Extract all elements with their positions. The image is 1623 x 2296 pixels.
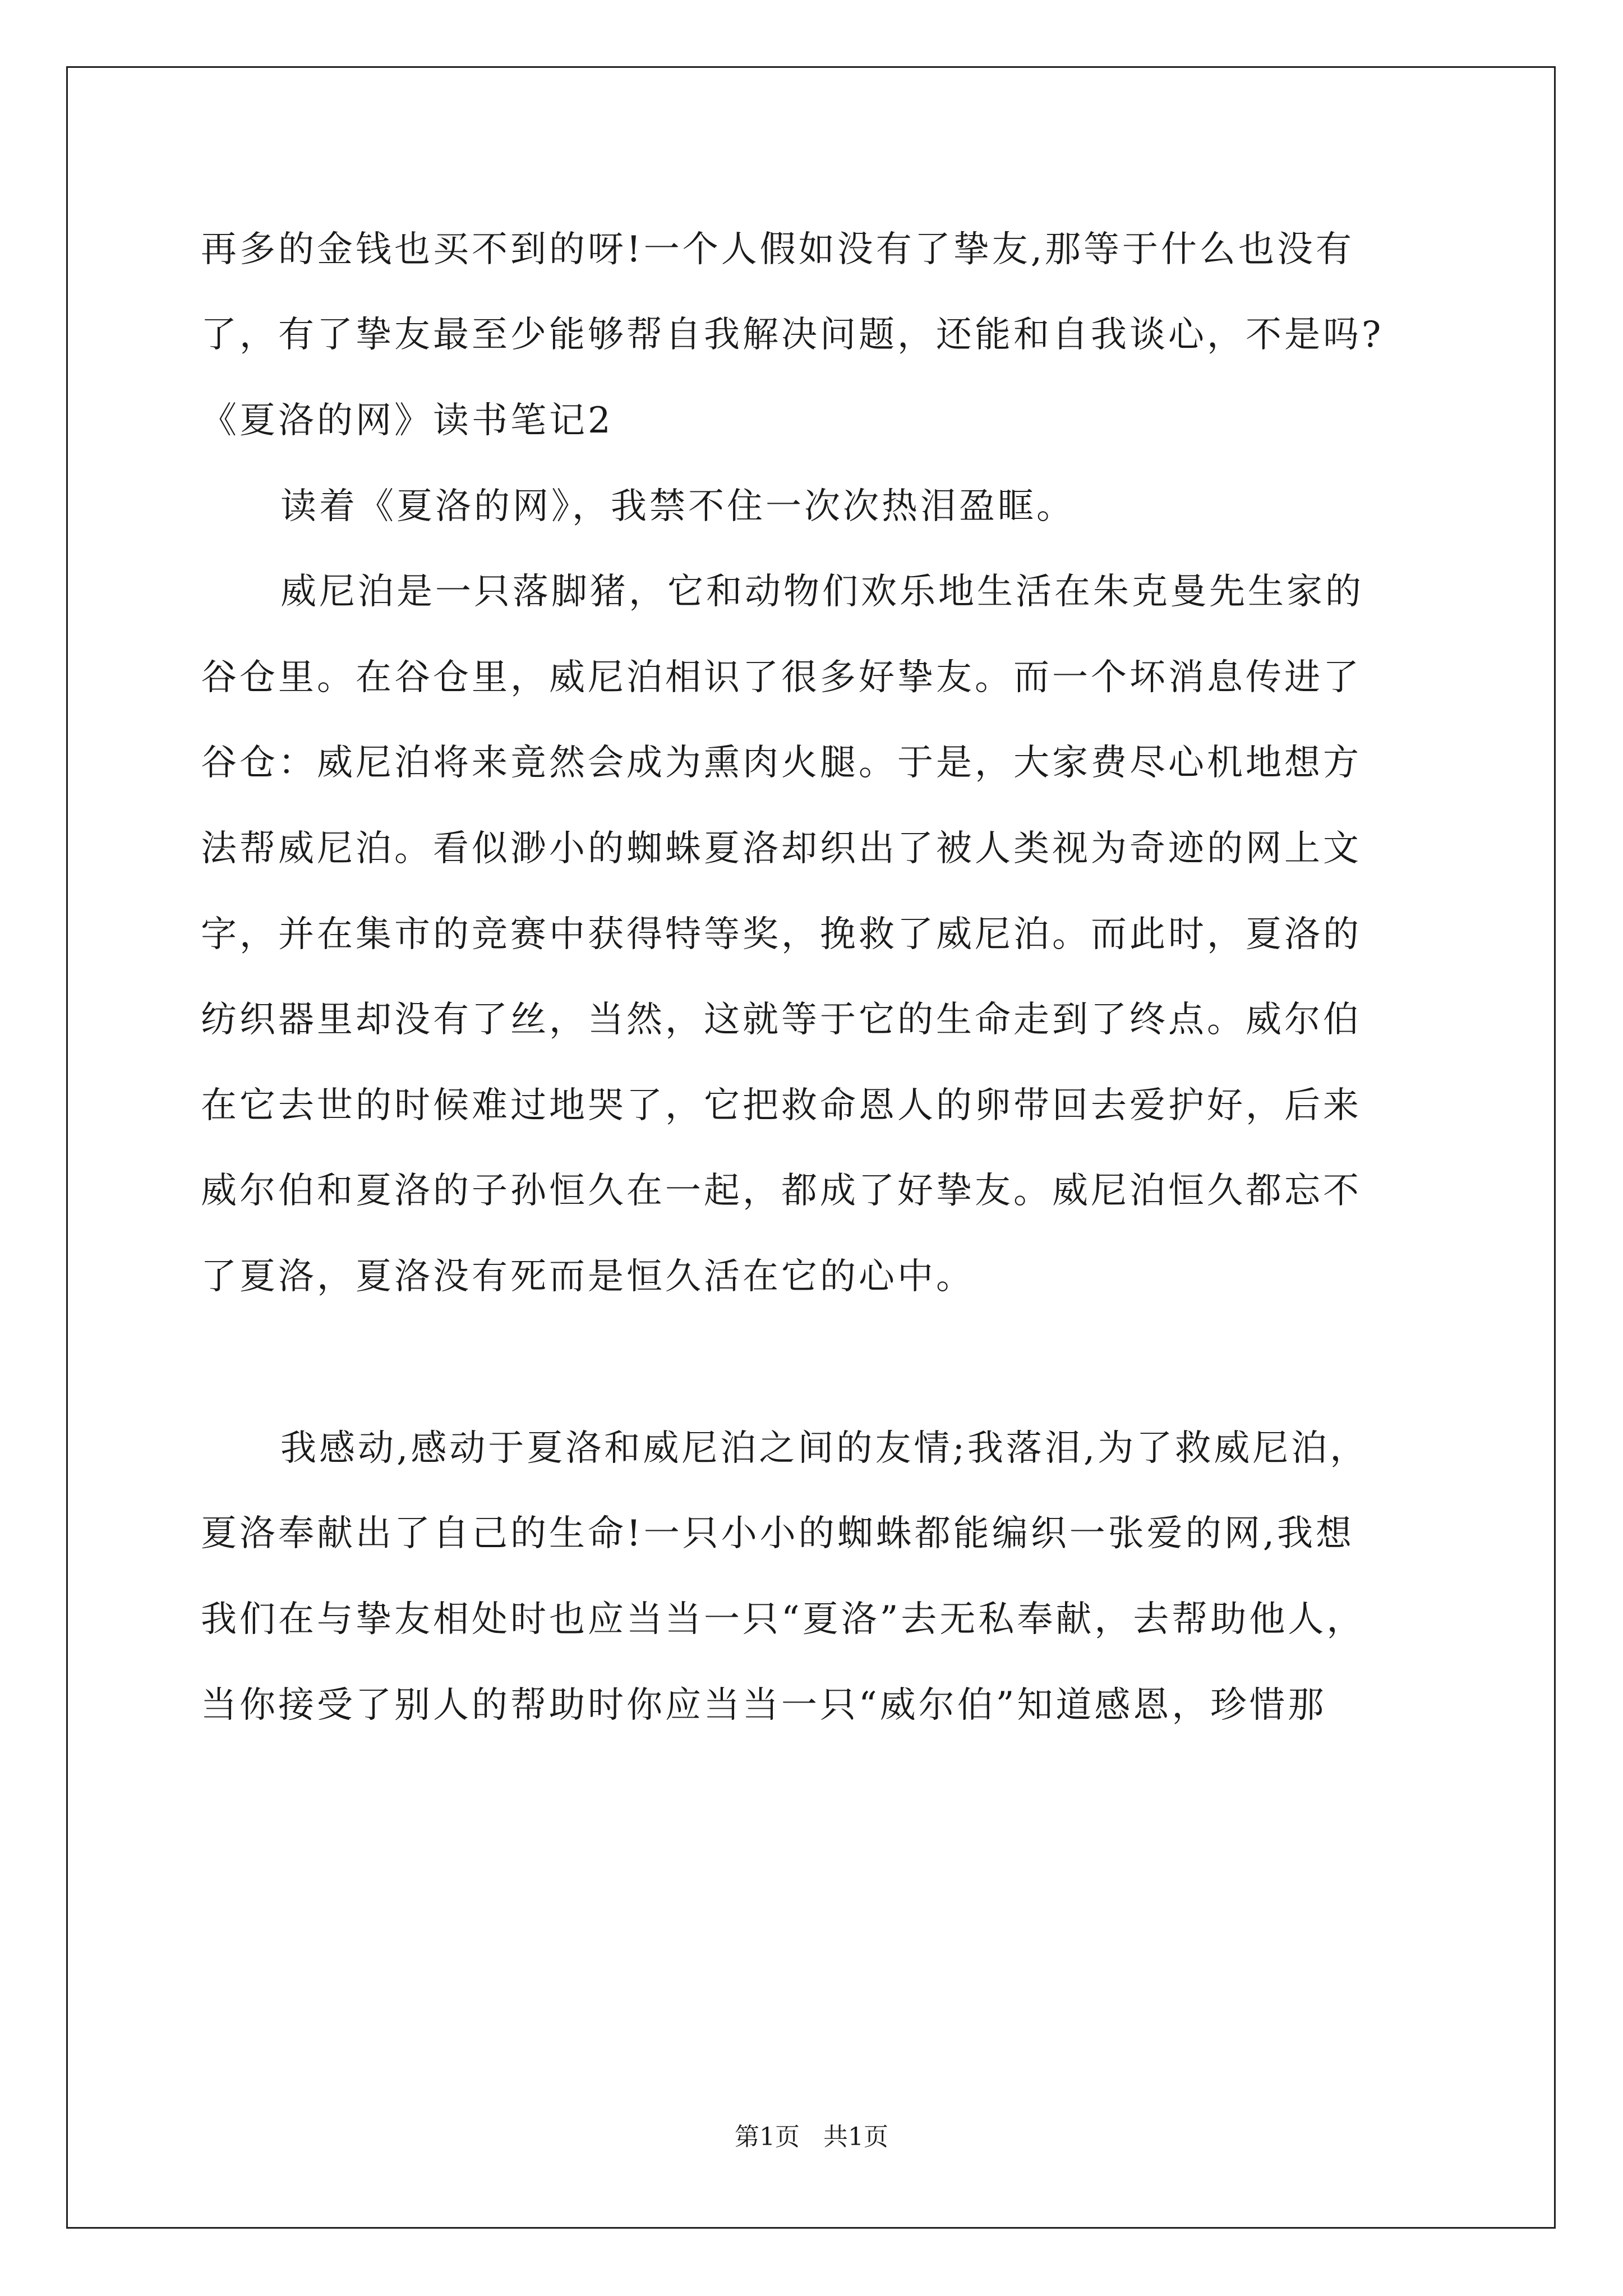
- page-total: 共1页: [823, 2123, 888, 2151]
- text-line: 在它去世的时候难过地哭了，它把救命恩人的卵带回去爱护好，后来: [201, 1085, 1362, 1126]
- page-number: 第1页: [735, 2123, 800, 2151]
- paragraph-first-line: 读着《夏洛的网》，我禁不住一次次热泪盈眶。: [280, 486, 1075, 527]
- text-line: 字，并在集市的竞赛中获得特等奖，挽救了威尼泊。而此时，夏洛的: [201, 914, 1362, 955]
- text-line: 谷仓：威尼泊将来竟然会成为熏肉火腿。于是，大家费尽心机地想方: [201, 742, 1362, 784]
- text-line: 当你接受了别人的帮助时你应当当一只“威尔伯”知道感恩，珍惜那: [201, 1685, 1327, 1726]
- section-heading: 《夏洛的网》读书笔记2: [201, 400, 614, 441]
- paragraph-first-line: 威尼泊是一只落脚猪，它和动物们欢乐地生活在朱克曼先生家的: [280, 571, 1364, 613]
- text-line: 我们在与挚友相处时也应当当一只“夏洛”去无私奉献，去帮助他人，: [201, 1599, 1366, 1640]
- paragraph-first-line: 我感动,感动于夏洛和威尼泊之间的友情;我落泪,为了救威尼泊，: [280, 1428, 1369, 1469]
- text-line: 谷仓里。在谷仓里，威尼泊相识了很多好挚友。而一个坏消息传进了: [201, 657, 1362, 698]
- text-line: 法帮威尼泊。看似渺小的蜘蛛夏洛却织出了被人类视为奇迹的网上文: [201, 828, 1362, 869]
- page-border: [66, 66, 1556, 2229]
- text-line: 夏洛奉献出了自己的生命!一只小小的蜘蛛都能编织一张爱的网,我想: [201, 1513, 1355, 1554]
- text-line: 威尔伯和夏洛的子孙恒久在一起，都成了好挚友。威尼泊恒久都忘不: [201, 1170, 1362, 1212]
- page-footer: [0, 2120, 1623, 2154]
- text-line: 了，有了挚友最至少能够帮自我解决问题，还能和自我谈心，不是吗?: [201, 314, 1384, 356]
- text-line: 纺织器里却没有了丝，当然，这就等于它的生命走到了终点。威尔伯: [201, 999, 1362, 1041]
- text-line: 了夏洛，夏洛没有死而是恒久活在它的心中。: [201, 1256, 975, 1297]
- text-line: 再多的金钱也买不到的呀!一个人假如没有了挚友,那等于什么也没有: [201, 229, 1355, 270]
